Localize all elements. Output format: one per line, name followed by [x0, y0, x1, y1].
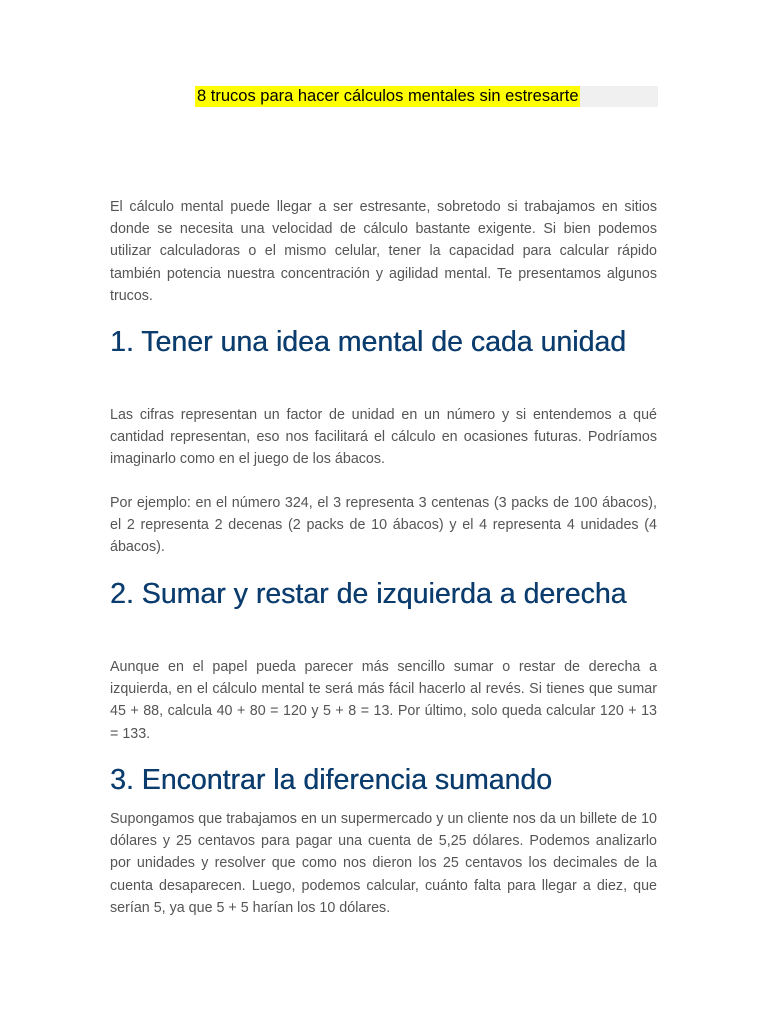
section-1-paragraph-2: Por ejemplo: en el número 324, el 3 representa 3 centenas (3 packs de 100 ábacos), el 2 representa 2 decenas (2 packs de 10 ábacos) y el 4 representa 4 unidades (4 ábacos).	[110, 495, 657, 556]
section-2-heading: 2. Sumar y restar de izquierda a derecha	[110, 578, 627, 610]
section-2-paragraph-1: Aunque en el papel pueda parecer más sencillo sumar o restar de derecha a izquierda, en el cálculo mental te será más fácil hacerlo al revés. Si tienes que sumar 45 + 88, calcula 40 + 80 = 120 y 5 + 8 = 13. Por último, solo queda calcular 120 + 13 = 133.	[110, 659, 657, 742]
section-3-heading: 3. Encontrar la diferencia sumando	[110, 764, 553, 796]
section-1-paragraph-1: Las cifras representan un factor de unidad en un número y si entendemos a qué cantidad representan, eso nos facilitará el cálculo en ocasiones futuras. Podríamos imaginarlo como en el juego de los ábacos.	[110, 407, 657, 468]
intro-paragraph: El cálculo mental puede llegar a ser estresante, sobretodo si trabajamos en sitios donde se necesita una velocidad de cálculo bastante exigente. Si bien podemos utilizar calculadoras o el mismo celular, tener la capacidad para calcular rápido también potencia nuestra concentración y agilidad mental. Te presentamos algunos trucos.	[110, 199, 657, 304]
section-3-paragraph-1: Supongamos que trabajamos en un supermercado y un cliente nos da un billete de 10 dólares y 25 centavos para pagar una cuenta de 5,25 dólares. Podemos analizarlo por unidades y resolver que como nos dieron los 25 centavos los decimales de la cuenta desaparecen. Luego, podemos calcular, cuánto falta para llegar a diez, que serían 5, ya que 5 + 5 harían los 10 dólares.	[110, 811, 657, 916]
title-bar	[195, 86, 658, 107]
section-1-heading: 1. Tener una idea mental de cada unidad	[110, 326, 627, 358]
document-title: 8 trucos para hacer cálculos mentales sin estresarte	[197, 87, 579, 105]
